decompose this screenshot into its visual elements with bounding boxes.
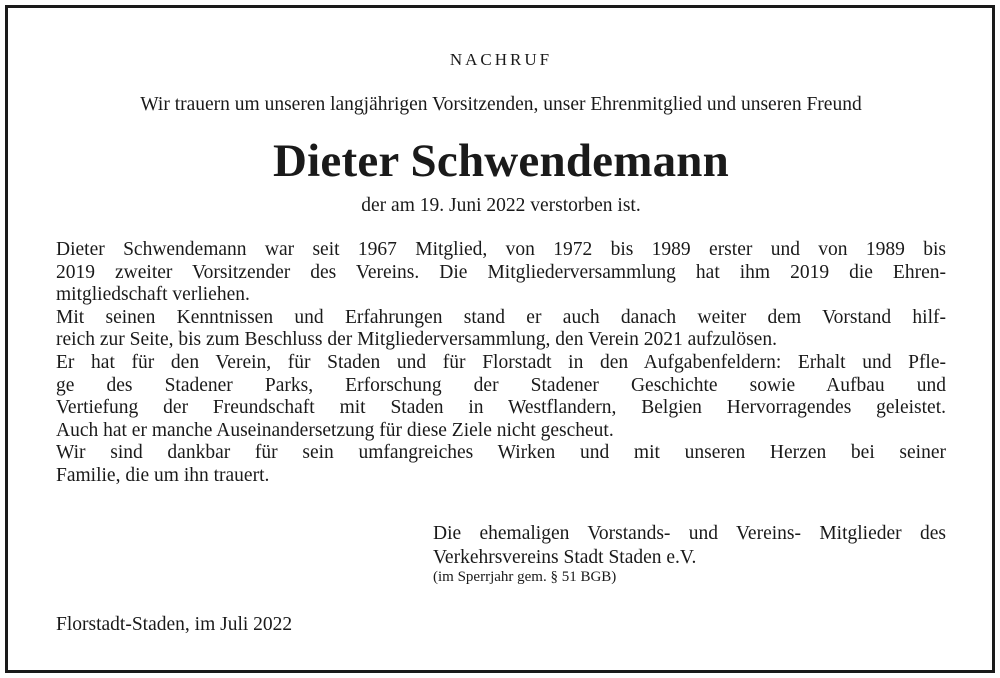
obituary-body [56,239,946,488]
signature-block [433,522,946,586]
obituary-frame [5,5,995,673]
place-date: Florstadt-Staden, im Juli 2022 [56,614,293,635]
text-line: Dieter Schwendemann war seit 1967 Mitglied, von 1972 bis 1989 erster und von 1989 bis [56,239,946,260]
text-line: Er hat für den Verein, für Staden und für Florstadt in den Aufgabenfeldern: Erhalt und Pfle- [56,351,946,373]
death-date-line: der am 19. Juni 2022 verstorben ist. [361,195,641,216]
text-line: ge des Stadener Parks, Erforschung der Stadener Geschichte sowie Aufbau und [56,374,946,396]
text-line: Wir sind dankbar für sein umfangreiches Wirken und mit unseren Herzen bei seiner [56,442,946,464]
signature-line: Verkehrsvereins Stadt Staden e.V. [433,547,697,568]
text-line: Familie, die um ihn trauert. [56,464,270,486]
paragraph [56,239,946,307]
paragraph [56,307,946,352]
text-line: Mit seinen Kenntnissen und Erfahrungen stand er auch danach weiter dem Vorstand hilf- [56,306,946,328]
paragraph [56,442,946,487]
text-line: 2019 zweiter Vorsitzender des Vereins. Die Mitgliederversammlung hat ihm 2019 die Ehren- [56,261,946,283]
text-line: Auch hat er manche Auseinandersetzung für diese Ziele nicht gescheut. [56,419,614,441]
signature-note: (im Sperrjahr gem. § 51 BGB) [433,569,617,585]
intro-line: Wir trauern um unseren langjährigen Vorsitzenden, unser Ehrenmitglied und unseren Freund [140,94,862,115]
obituary-heading: NACHRUF [449,50,553,69]
signature-line: Die ehemaligen Vorstands- und Vereins- Mitglieder des [433,523,946,544]
deceased-name: Dieter Schwendemann [273,135,729,187]
text-line: Vertiefung der Freundschaft mit Staden in Westflandern, Belgien Hervorragendes geleistet. [56,397,946,419]
obituary-content [56,8,946,670]
text-line: mitgliedschaft verliehen. [56,284,250,306]
paragraph [56,352,946,442]
text-line: reich zur Seite, bis zum Beschluss der Mitgliederversammlung, den Verein 2021 aufzulösen. [56,329,777,351]
